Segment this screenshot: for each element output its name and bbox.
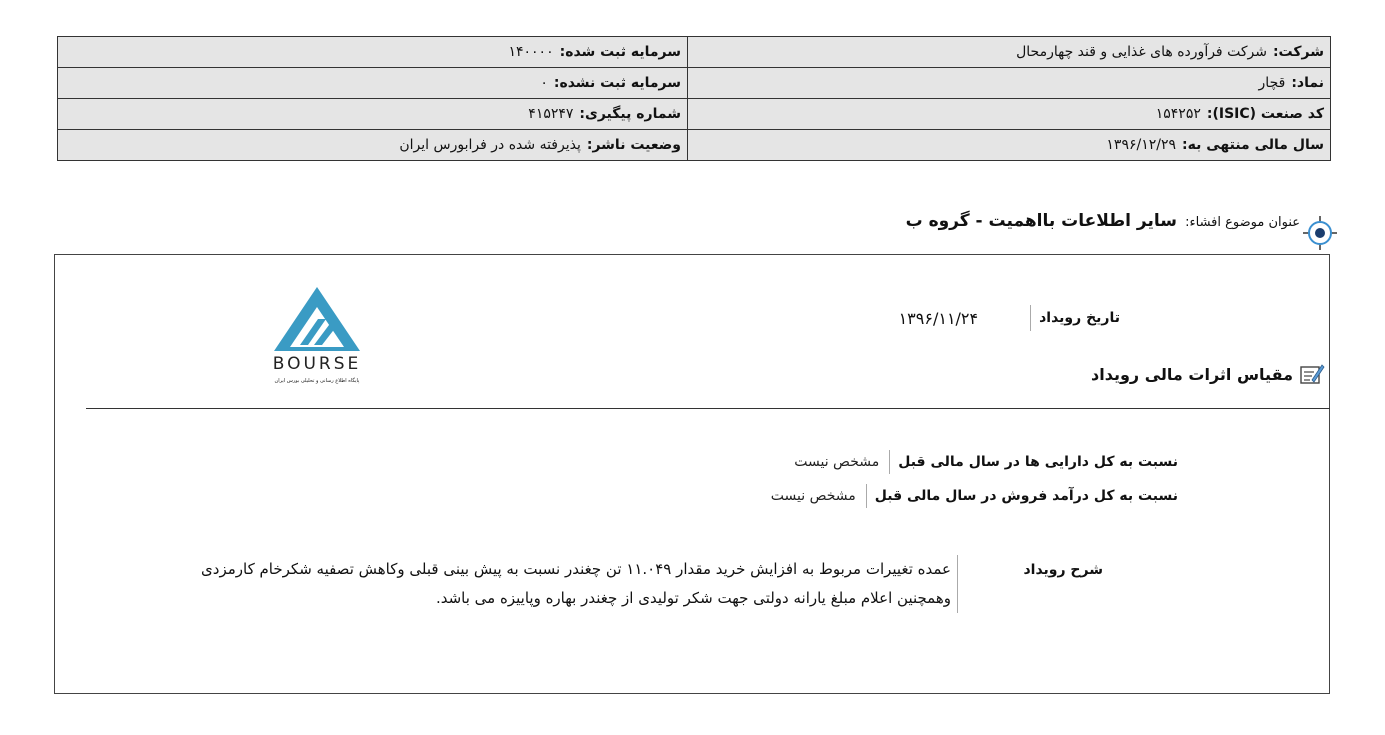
section-title [1091, 362, 1325, 386]
company-cell [688, 37, 1331, 68]
registered-capital-value: ۱۴۰۰۰۰ [508, 44, 554, 60]
isic-cell [688, 99, 1331, 130]
info-row [58, 68, 1331, 99]
company-label: شرکت: [1272, 44, 1324, 60]
event-panel [54, 254, 1330, 694]
company-info-table [57, 36, 1331, 161]
isic-label: کد صنعت (ISIC): [1206, 106, 1324, 122]
event-date-label: تاریخ رویداد [1030, 305, 1120, 331]
registered-capital-label: سرمایه ثبت شده: [559, 44, 681, 60]
publisher-status-value: پذیرفته شده در فرابورس ایران [399, 137, 581, 153]
isic-value: ۱۵۴۲۵۲ [1155, 106, 1201, 122]
fiscal-label: سال مالی منتهی به: [1182, 137, 1324, 153]
description-text: عمده تغییرات مربوط به افزایش خرید مقدار ۱۱.۰۴۹ تن چغندر نسبت به پیش بینی قبلی وکاهش تصفیه شکرخام کارمزدی وهمچنین اعلام مبلغ یارانه دولتی جهت شکر تولیدی از چغندر بهاره وپاییزه می باشد. [151, 555, 958, 613]
event-date-row [899, 305, 1120, 331]
fiscal-value: ۱۳۹۶/۱۲/۲۹ [1106, 137, 1176, 153]
event-date-value: ۱۳۹۶/۱۱/۲۴ [898, 308, 979, 328]
unregistered-capital-label: سرمایه ثبت نشده: [553, 75, 681, 91]
unregistered-capital-value: ۰ [540, 75, 548, 91]
info-row [58, 130, 1331, 161]
company-value: شرکت فرآورده های غذایی و قند چهارمحال [1016, 44, 1267, 60]
subject-label: عنوان موضوع افشاء: [1185, 215, 1300, 230]
symbol-cell [688, 68, 1331, 99]
tracking-cell [58, 99, 688, 130]
svg-text:پایگاه اطلاع رسانی و تحلیلی بو: پایگاه اطلاع رسانی و تحلیلی بورس ایران [274, 378, 360, 384]
ratio-revenue-value: مشخص نیست [770, 488, 856, 504]
description-label: شرح رویداد [1023, 562, 1103, 578]
subject-title: سایر اطلاعات بااهمیت - گروه ب [905, 211, 1177, 231]
symbol-value: قچار [1258, 75, 1286, 91]
section-title-text: مقیاس اثرات مالی رویداد [1091, 364, 1293, 384]
ratio-assets-label: نسبت به کل دارایی ها در سال مالی قبل [889, 450, 1178, 474]
tracking-value: ۴۱۵۲۴۷ [528, 106, 574, 122]
ratio-revenue-label: نسبت به کل درآمد فروش در سال مالی قبل [866, 484, 1178, 508]
ratio-assets-value: مشخص نیست [794, 454, 880, 470]
ratio-assets-row [794, 450, 1178, 474]
target-icon [1303, 216, 1337, 250]
unregistered-capital-cell [58, 68, 688, 99]
publisher-status-label: وضعیت ناشر: [586, 137, 681, 153]
fiscal-cell [688, 130, 1331, 161]
bourse-logo [252, 283, 382, 388]
symbol-label: نماد: [1291, 75, 1324, 91]
description-row [1023, 562, 1103, 578]
info-row [58, 99, 1331, 130]
info-row [58, 37, 1331, 68]
publisher-status-cell [58, 130, 688, 161]
edit-note-icon [1299, 362, 1325, 386]
tracking-label: شماره پیگیری: [579, 106, 681, 122]
svg-text:BOURSE: BOURSE [272, 354, 362, 374]
section-divider [86, 408, 1330, 409]
registered-capital-cell [58, 37, 688, 68]
disclosure-subject [906, 211, 1300, 231]
ratio-revenue-row [771, 484, 1178, 508]
